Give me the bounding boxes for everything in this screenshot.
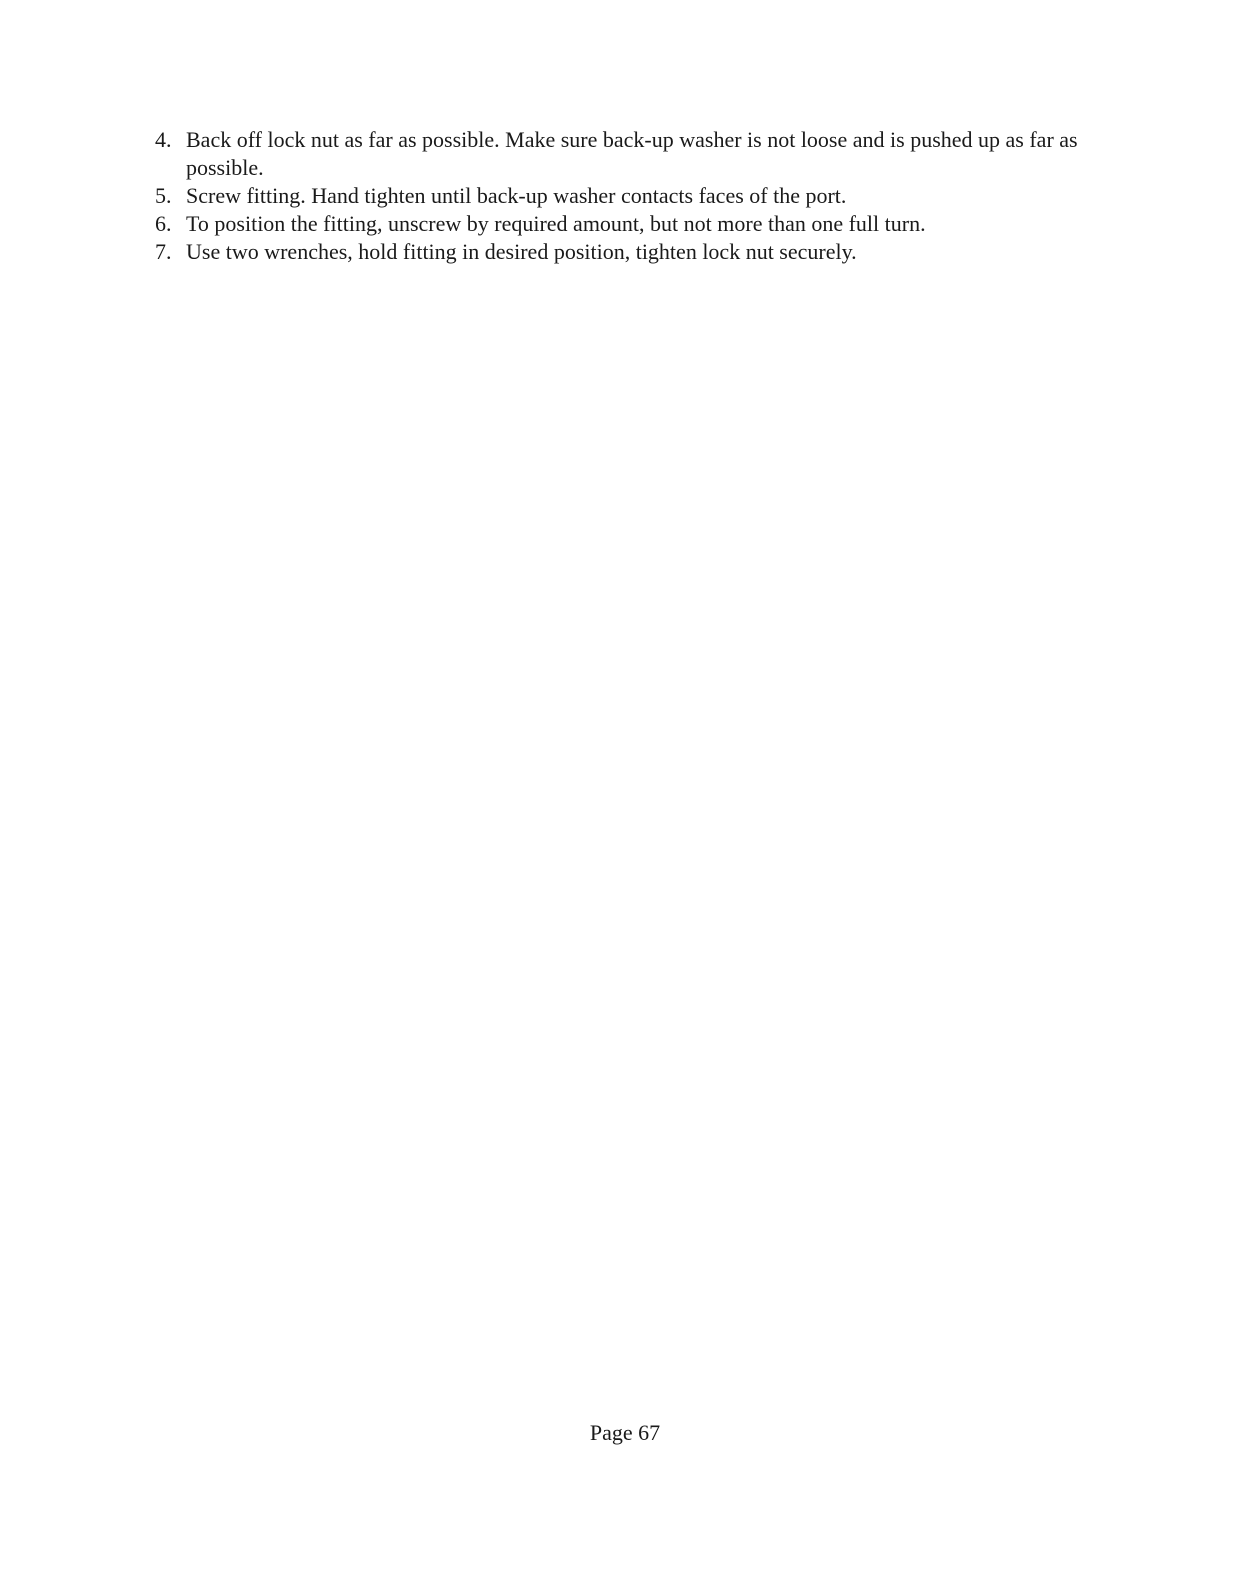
step-item: [155, 210, 1095, 238]
step-text: Use two wrenches, hold fitting in desired position, tighten lock nut securely.: [186, 239, 857, 264]
step-item: [155, 238, 1095, 266]
step-item: [155, 182, 1095, 210]
step-item: [155, 126, 1095, 182]
step-number: 7.: [155, 239, 172, 264]
page-number: Page 67: [589, 1420, 661, 1445]
step-number: 5.: [155, 183, 172, 208]
instruction-steps-list: [155, 126, 1095, 266]
step-number: 6.: [155, 211, 172, 236]
step-text: To position the fitting, unscrew by required amount, but not more than one full turn.: [186, 211, 926, 236]
step-text: Screw fitting. Hand tighten until back-up washer contacts faces of the port.: [186, 183, 847, 208]
step-number: 4.: [155, 127, 172, 152]
step-text: Back off lock nut as far as possible. Make sure back-up washer is not loose and is pushed up as far as possible.: [186, 127, 1078, 180]
